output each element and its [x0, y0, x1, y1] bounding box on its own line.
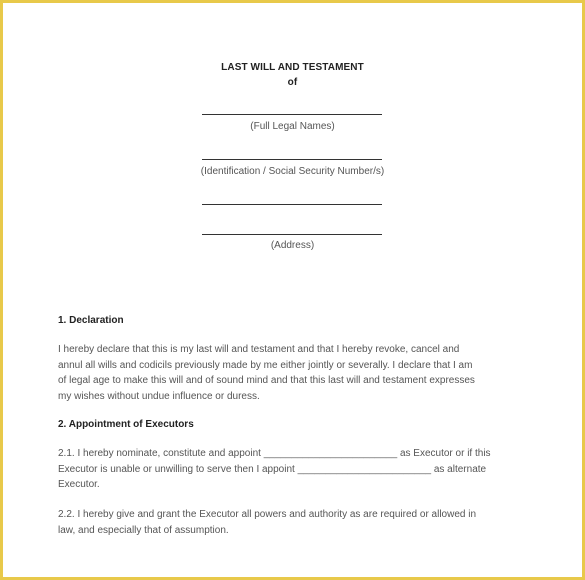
- paragraph-line: Executor is unable or unwilling to serve then I appoint ________________________ as alternate: [58, 463, 487, 475]
- paragraph-line: my wishes without undue influence or duress.: [58, 390, 260, 402]
- paragraph-line: Executor.: [58, 479, 100, 490]
- paragraph-line: of legal age to make this will and of sound mind and that this last will and testament expresses: [58, 375, 475, 386]
- executors-clause-2-1: [58, 446, 533, 493]
- document-title-of: of: [287, 77, 298, 88]
- executors-heading: 2. Appointment of Executors: [58, 419, 194, 430]
- document-title: LAST WILL AND TESTAMENT: [221, 62, 364, 73]
- address-label: (Address): [270, 240, 315, 251]
- executors-clause-2-2: [58, 507, 533, 538]
- full-legal-names-label: (Full Legal Names): [250, 121, 335, 132]
- declaration-paragraph: [58, 342, 533, 404]
- address-line-1: [202, 204, 382, 205]
- address-line-2: [202, 234, 382, 235]
- paragraph-line: 2.1. I hereby nominate, constitute and appoint ________________________ as Executor or if this: [58, 448, 491, 459]
- declaration-heading: 1. Declaration: [58, 315, 124, 326]
- paragraph-line: I hereby declare that this is my last will and testament and that I hereby revoke, cancel and: [58, 344, 460, 355]
- paragraph-line: law, and especially that of assumption.: [58, 524, 229, 536]
- full-legal-names-line: [202, 114, 382, 115]
- identification-number-line: [202, 159, 382, 160]
- paragraph-line: 2.2. I hereby give and grant the Executor all powers and authority as are required or allowed in: [58, 509, 477, 520]
- identification-number-label: (Identification / Social Security Number/s): [200, 166, 385, 177]
- paragraph-line: annul all wills and codicils previously made by me either jointly or severally. I declare that I am: [58, 359, 473, 371]
